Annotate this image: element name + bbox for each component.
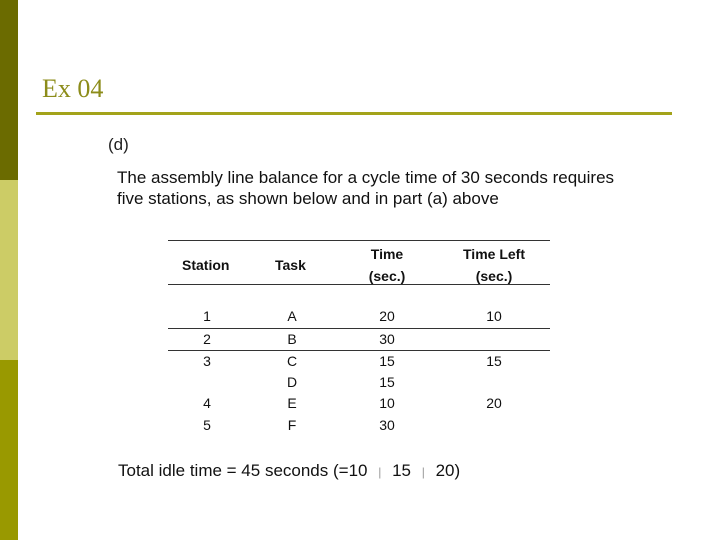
cell-station: 2 <box>203 331 211 347</box>
header-time-left <box>454 243 534 287</box>
header-task: Task <box>275 257 306 273</box>
cell-time-left: 15 <box>486 353 502 369</box>
decorative-bar-top <box>0 0 18 180</box>
header-time-left-line2: (sec.) <box>475 268 513 284</box>
header-time-left-line1: Time Left <box>463 246 525 262</box>
cell-time: 30 <box>379 417 395 433</box>
cell-task: F <box>287 417 297 433</box>
part-label: (d) <box>108 135 129 154</box>
decorative-bar-middle <box>0 180 18 360</box>
table-top-rule <box>168 240 550 241</box>
cell-station: 1 <box>203 308 211 324</box>
separator-1: | <box>378 464 382 479</box>
separator-2: | <box>421 464 425 479</box>
total-mid: 15 <box>392 461 411 480</box>
row-rule-2 <box>168 350 550 351</box>
cell-task: A <box>287 308 297 324</box>
cell-station: 3 <box>203 353 211 369</box>
cell-time: 30 <box>379 331 395 347</box>
cell-time: 10 <box>379 395 395 411</box>
total-lead: Total idle time = 45 seconds (=10 <box>118 461 368 480</box>
header-time <box>358 243 416 287</box>
header-time-line2: (sec.) <box>368 268 406 284</box>
row-rule-1 <box>168 328 550 329</box>
cell-time: 20 <box>379 308 395 324</box>
header-time-line1: Time <box>370 246 404 262</box>
cell-station: 4 <box>203 395 211 411</box>
intro-paragraph: The assembly line balance for a cycle time of 30 seconds requires five stations, as shown below and in part (a) above <box>117 168 615 208</box>
cell-station: 5 <box>203 417 211 433</box>
cell-time-left: 20 <box>486 395 502 411</box>
header-station: Station <box>182 257 230 273</box>
total-tail: 20) <box>435 461 461 480</box>
header-bottom-rule <box>168 284 550 285</box>
total-idle-time <box>118 461 460 481</box>
cell-task: E <box>287 395 297 411</box>
title-underline <box>36 112 672 115</box>
cell-time-left: 10 <box>486 308 502 324</box>
cell-time: 15 <box>379 353 395 369</box>
cell-time: 15 <box>379 374 395 390</box>
decorative-bar-bottom <box>0 360 18 540</box>
cell-task: D <box>286 374 298 390</box>
cell-task: C <box>286 353 298 369</box>
slide-title: Ex 04 <box>42 74 104 103</box>
cell-task: B <box>287 331 297 347</box>
